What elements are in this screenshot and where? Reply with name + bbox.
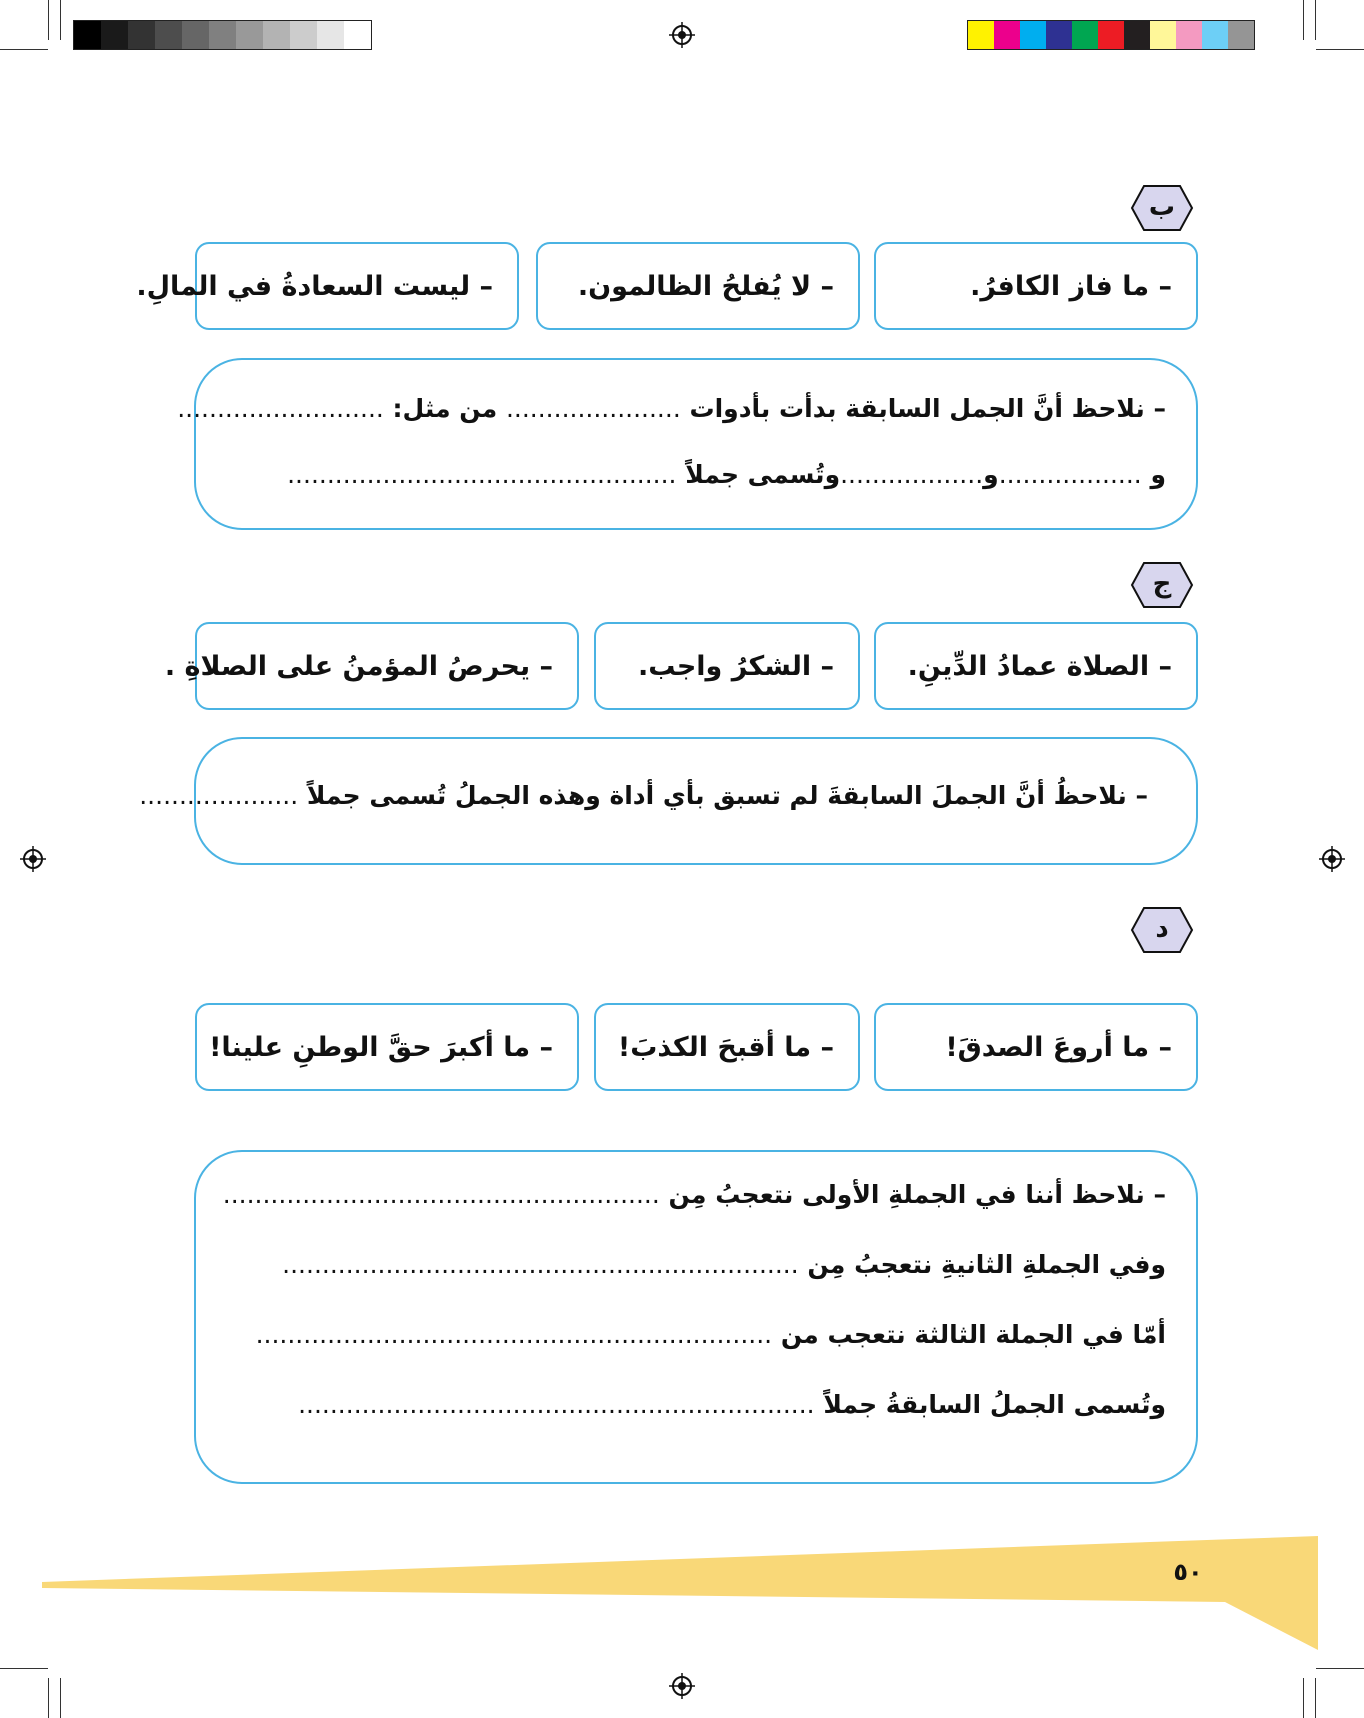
fill-in-blank[interactable]: ................................................................. [255, 1320, 773, 1349]
observation-line: وفي الجملةِ الثانيةِ نتعجبُ مِن ................................................................. [282, 1250, 1166, 1279]
observation-box-d [194, 1150, 1198, 1484]
observation-line: أمّا في الجملة الثالثة نتعجب من ................................................................. [255, 1320, 1166, 1349]
sentence-box [136, 242, 519, 330]
observation-line: و ..................و..................وتُسمى جملاً ................................................. [287, 460, 1166, 489]
crop-mark [48, 1678, 49, 1718]
color-calibration-bar [967, 20, 1255, 50]
registration-mark-icon [1319, 846, 1345, 872]
sentence-text: – الشكرُ واجب. [637, 650, 834, 682]
crop-mark [60, 1678, 61, 1718]
sentence-box [536, 242, 860, 330]
section-c-label: ج [1130, 561, 1194, 609]
sentence-text: – ما أروعَ الصدقَ! [945, 1031, 1172, 1063]
fill-in-blank[interactable]: ....................................................... [222, 1180, 660, 1209]
registration-mark-icon [669, 22, 695, 48]
sentence-box [874, 242, 1198, 330]
fill-in-blank[interactable]: .................. [998, 460, 1142, 489]
observation-line: وتُسمى الجملُ السابقةُ جملاً ................................................................. [298, 1390, 1166, 1419]
registration-mark-icon [20, 846, 46, 872]
sentence-text: – لا يُفلحُ الظالمون. [577, 270, 834, 302]
crop-mark [1315, 0, 1316, 40]
crop-mark [0, 49, 48, 50]
fill-in-blank[interactable]: ...................... [505, 394, 681, 423]
sentence-text: – ما أقبحَ الكذبَ! [617, 1031, 834, 1063]
sentence-box [874, 1003, 1198, 1091]
observation-line: – نلاحظُ أنَّ الجملَ السابقةَ لم تسبق بأي أداة وهذه الجملُ تُسمى جملاً .................... [139, 781, 1148, 810]
sentence-box [164, 622, 579, 710]
sentence-box [594, 622, 860, 710]
grayscale-calibration-bar [73, 20, 372, 50]
section-b-label: ب [1130, 184, 1194, 232]
sentence-text: – ما فاز الكافرُ. [970, 270, 1172, 302]
crop-mark [1316, 49, 1364, 50]
sentence-box [195, 1003, 579, 1091]
crop-mark [1303, 0, 1304, 40]
crop-mark [1303, 1678, 1304, 1718]
crop-mark [1315, 1678, 1316, 1718]
crop-mark [60, 0, 61, 40]
fill-in-blank[interactable]: ................................................................. [298, 1390, 815, 1419]
registration-mark-icon [669, 1673, 695, 1699]
observation-box-b [177, 358, 1198, 530]
fill-in-blank[interactable]: ................................................................. [282, 1250, 799, 1279]
sentence-text: – يحرصُ المؤمنُ على الصلاةِ . [164, 650, 553, 682]
crop-mark [48, 0, 49, 40]
sentence-text: – الصلاة عمادُ الدِّينِ. [907, 650, 1172, 682]
sentence-text: – ما أكبرَ حقَّ الوطنِ علينا! [209, 1031, 553, 1063]
crop-mark [0, 1668, 48, 1669]
fill-in-blank[interactable]: .................. [840, 460, 984, 489]
observation-line: – نلاحظ أننا في الجملةِ الأولى نتعجبُ مِن ....................................................... [222, 1180, 1166, 1209]
fill-in-blank[interactable]: .......................... [177, 394, 384, 423]
sentence-text: – ليست السعادةُ في المالِ. [136, 270, 493, 302]
observation-box-c [139, 737, 1198, 865]
fill-in-blank[interactable]: .................... [139, 781, 299, 810]
section-d-label: د [1130, 906, 1194, 954]
page-number: ٥٠ [1173, 1558, 1203, 1586]
sentence-box [594, 1003, 860, 1091]
footer-band [0, 1530, 1364, 1660]
crop-mark [1316, 1668, 1364, 1669]
fill-in-blank[interactable]: ................................................. [287, 460, 677, 489]
observation-line: – نلاحظ أنَّ الجمل السابقة بدأت بأدوات ...................... من مثل: .......................... [177, 394, 1166, 423]
sentence-box [874, 622, 1198, 710]
